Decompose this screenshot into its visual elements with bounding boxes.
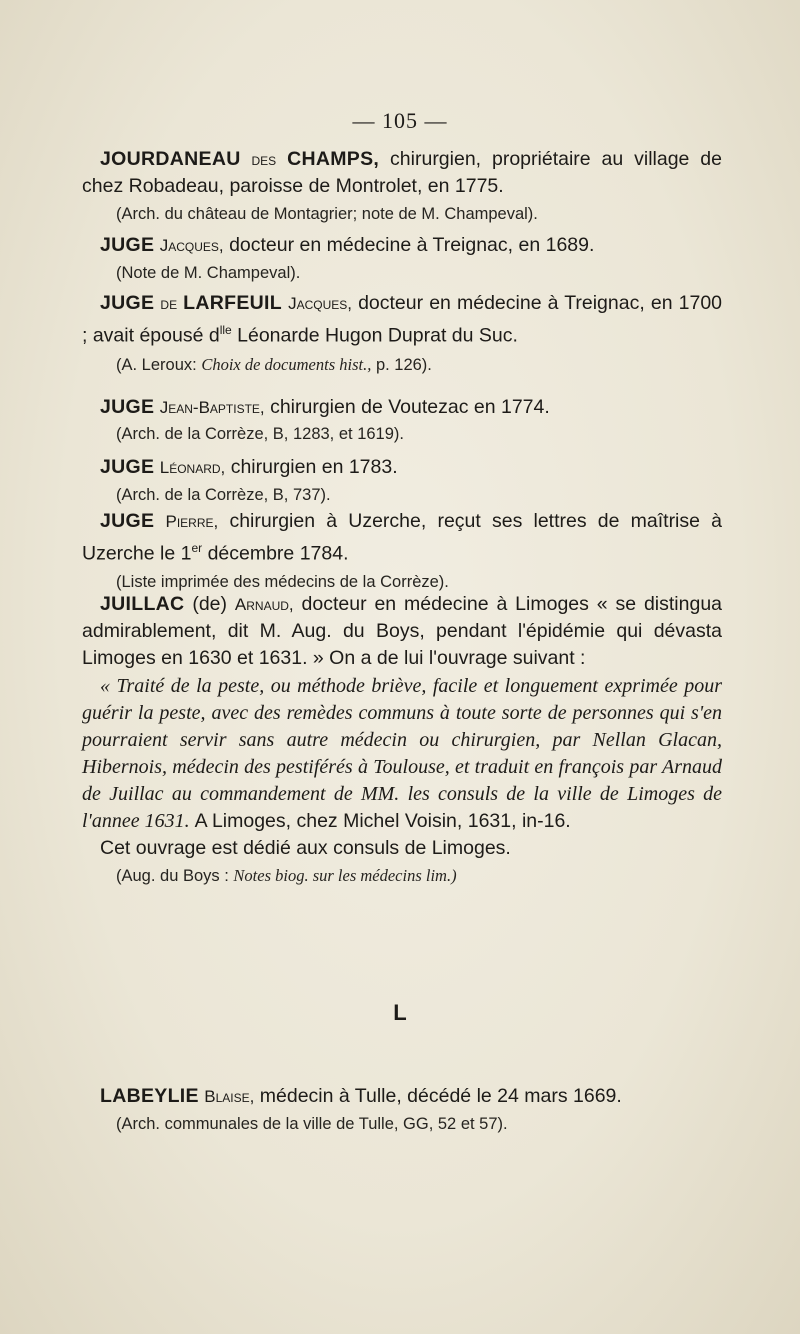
entry-name-2: LARFEUIL xyxy=(183,292,282,314)
source-text-2: p. 126). xyxy=(375,355,432,374)
entry-name: LABEYLIE xyxy=(100,1085,199,1107)
entry-name: JOURDANEAU xyxy=(100,148,241,170)
entry-source: (Arch. communales de la ville de Tulle, GG, 52 et 57). xyxy=(116,1115,508,1133)
book-title-quote xyxy=(82,673,722,835)
entry-jourdaneau xyxy=(82,146,722,225)
entry-firstname: Jacques, xyxy=(159,236,224,255)
entry-text: chirurgien de Voutezac en 1774. xyxy=(270,396,550,418)
entry-text: docteur en médecine à Limoges « se distingua admirablement, dit M. Aug. du Boys, pendant l'épidémie qui dévasta Limoges en 1630 et 1631. » On a de lui l'ouvrage suivant : xyxy=(82,593,723,669)
quote-text: « Traité de la peste, ou méthode briève, facile et longuement exprimée pour guérir la peste, avec des remèdes communs à toute sorte de personnes qui s'en pourraient servir sans autre médecin ou chirurgien, par Nellan Glacan, Hibernois, médecin des pestiférés à Toulouse, et traduit en françois par Arnaud de Juillac au commandement de MM. les consuls de la ville de Limoges de l'annee 1631. xyxy=(82,675,722,832)
entry-particle: des xyxy=(251,150,277,169)
entry-text-2: décembre 1784. xyxy=(207,542,349,565)
section-letter: L xyxy=(393,1000,407,1025)
entry-particle: (de) xyxy=(192,593,228,615)
entry-name-2: CHAMPS, xyxy=(287,148,380,170)
entry-text: médecin à Tulle, décédé le 24 mars 1669. xyxy=(259,1085,622,1107)
entry-text: chirurgien en 1783. xyxy=(230,456,398,478)
entry-source: (Arch. du château de Montagrier; note de M. Champeval). xyxy=(116,205,538,223)
entry-source: (Arch. de la Corrèze, B, 1283, et 1619). xyxy=(116,425,404,443)
entry-juge-jean-baptiste xyxy=(82,394,722,445)
entry-particle: de xyxy=(160,294,178,313)
entry-juge-pierre xyxy=(82,508,722,593)
quote-publication: A Limoges, chez Michel Voisin, 1631, in-16. xyxy=(194,810,571,832)
entry-name: JUGE xyxy=(100,396,155,418)
source-text: (Aug. du Boys : xyxy=(116,867,229,885)
entry-firstname: Jacques, xyxy=(288,294,352,313)
entry-juillac xyxy=(82,591,722,887)
source-text: (A. Leroux: xyxy=(116,355,197,374)
entry-text: docteur en médecine à Treignac, en 1700 ; avait épousé d xyxy=(82,292,723,347)
entry-text-2: Léonarde Hugon Duprat du Suc. xyxy=(237,324,518,347)
entry-firstname: Arnaud, xyxy=(234,595,294,614)
entry-source xyxy=(82,865,722,887)
entry-juge-larfeuil xyxy=(82,290,722,376)
entry-text: chirurgien à Uzerche, reçut ses lettres de maîtrise à Uzerche le 1 xyxy=(82,510,723,565)
page-number: — 105 — xyxy=(352,108,448,133)
entry-name: JUGE xyxy=(100,456,155,478)
entry-name: JUGE xyxy=(100,510,155,532)
entry-source: (Note de M. Champeval). xyxy=(116,264,301,282)
superscript: er xyxy=(191,541,203,555)
entry-text: docteur en médecine à Treignac, en 1689. xyxy=(229,234,595,256)
entry-firstname: Jean-Baptiste, xyxy=(159,398,265,417)
superscript: lle xyxy=(219,323,232,337)
entry-text: chirurgien, propriétaire au village de chez Robadeau, paroisse de Montrolet, en 1775. xyxy=(82,148,722,197)
entry-firstname: Blaise, xyxy=(204,1087,255,1106)
entry-firstname: Pierre, xyxy=(165,512,219,531)
entry-name: JUGE xyxy=(100,234,155,256)
source-title: Notes biog. sur les médecins lim.) xyxy=(233,866,457,885)
dedication-note: Cet ouvrage est dédié aux consuls de Limoges. xyxy=(100,837,511,859)
entry-source: (Liste imprimée des médecins de la Corrèze). xyxy=(116,572,449,591)
entry-source: (Arch. de la Corrèze, B, 737). xyxy=(116,486,331,504)
entry-source xyxy=(82,354,722,376)
entry-name: JUGE xyxy=(100,292,155,314)
entry-labeylie xyxy=(82,1083,722,1135)
entry-juge-jacques xyxy=(82,232,722,284)
entry-name: JUILLAC xyxy=(100,593,185,615)
entry-juge-leonard xyxy=(82,454,722,506)
source-title: Choix de documents hist., xyxy=(201,354,372,374)
entry-firstname: Léonard, xyxy=(159,458,226,477)
